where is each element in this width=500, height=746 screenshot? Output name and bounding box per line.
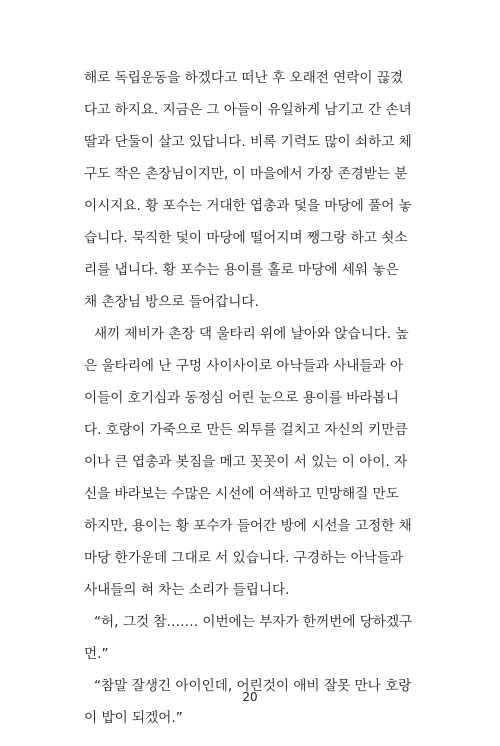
text-line: 신을 바라보는 수많은 시선에 어색하고 민망해질 만도	[84, 486, 399, 502]
text-line: 사내들의 혀 차는 소리가 들립니다.	[84, 582, 290, 598]
text-line: 딸과 단둘이 살고 있답니다. 비록 기력도 많이 쇠하고 체	[84, 134, 412, 150]
text-line: 먼.”	[84, 646, 109, 662]
text-line: 다. 호랑이 가죽으로 만든 외투를 걸치고 자신의 키만큼	[84, 422, 408, 438]
text-line: “참말 잘생긴 아이인데, 어린것이 애비 잘못 만나 호랑	[94, 678, 412, 694]
text-line: 구도 작은 촌장님이지만, 이 마을에서 가장 존경받는 분	[84, 166, 408, 182]
text-line: 채 촌장님 방으로 들어갑니다.	[84, 294, 259, 310]
text-line: 마당 한가운데 그대로 서 있습니다. 구경하는 아낙들과	[84, 550, 404, 566]
text-line: 새끼 제비가 촌장 댁 울타리 위에 날아와 앉습니다. 높	[94, 326, 409, 342]
text-line: 다고 하지요. 지금은 그 아들이 유일하게 남기고 간 손녀	[84, 102, 412, 118]
text-line: 은 울타리에 난 구멍 사이사이로 아낙들과 사내들과 아	[84, 358, 404, 374]
text-line: 해로 독립운동을 하겠다고 떠난 후 오래전 연락이 끊겼	[84, 70, 404, 86]
text-line: “허, 그것 참……. 이번에는 부자가 한꺼번에 당하겠구	[94, 614, 413, 630]
text-line: 리를 냅니다. 황 포수는 용이를 홀로 마당에 세워 놓은	[84, 262, 399, 278]
text-line: 이나 큰 엽총과 봇짐을 메고 꼿꼿이 서 있는 이 아이. 자	[84, 454, 408, 470]
text-line: 이 밥이 되겠어.”	[84, 710, 183, 726]
text-line: 하지만, 용이는 황 포수가 들어간 방에 시선을 고정한 채	[84, 518, 412, 534]
text-line: 습니다. 묵직한 덫이 마당에 떨어지며 쨍그랑 하고 쇳소	[84, 230, 408, 246]
page-number: 20	[242, 690, 258, 704]
text-line: 이시지요. 황 포수는 거대한 엽총과 덫을 마당에 풀어 놓	[84, 198, 412, 214]
text-line: 이들이 호기심과 동정심 어린 눈으로 용이를 바라봅니	[84, 390, 399, 406]
